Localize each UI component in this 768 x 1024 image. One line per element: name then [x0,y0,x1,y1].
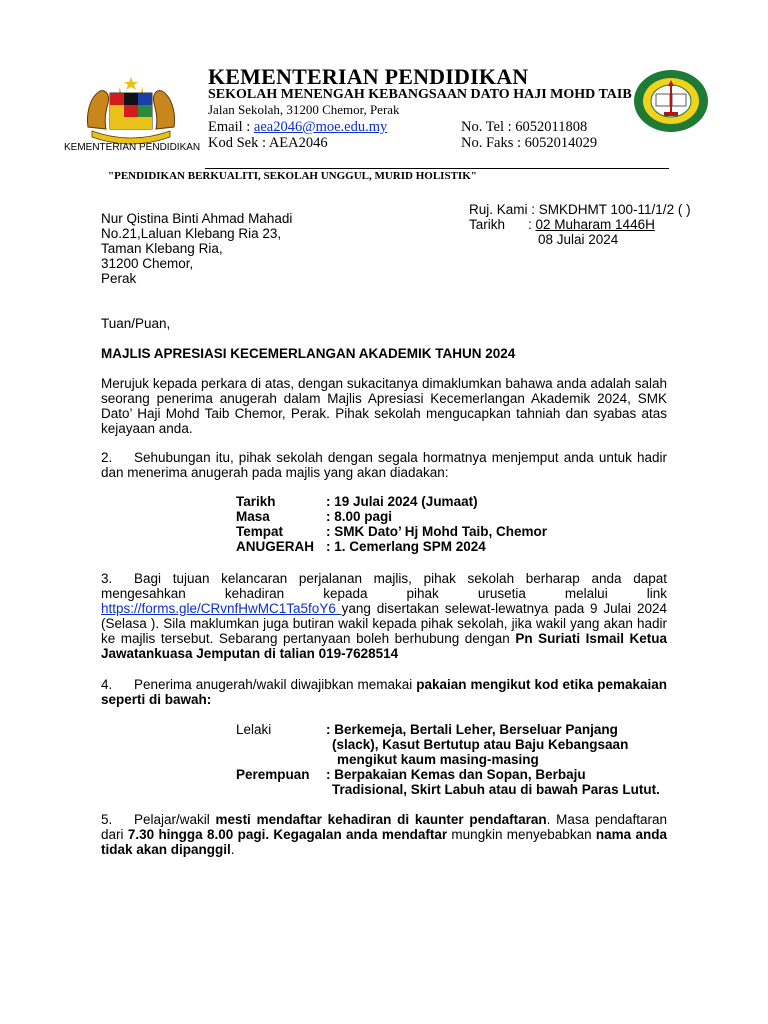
email-link[interactable]: aea2046@moe.edu.my [253,119,388,135]
header-divider [205,168,669,169]
paragraph-number: 5. [101,812,113,827]
paragraph-2-body: Sehubungan itu, pihak sekolah dengan segala hormatnya menjemput anda untuk hadir dan menerima anugerah pada majlis yang akan diadakan: [101,450,667,480]
date-colon: : [528,217,536,232]
detail-value: : 8.00 pagi [326,509,393,524]
tel-number: No. Tel : 6052011808 [461,119,588,135]
gregorian-date: 08 Julai 2024 [538,232,619,247]
salutation: Tuan/Puan, [101,316,171,331]
crest-caption: KEMENTERIAN PENDIDIKAN [64,142,201,153]
recipient-name: Nur Qistina Binti Ahmad Mahadi [101,211,293,226]
paragraph-2 [101,450,667,480]
paragraph-2-text [101,450,667,480]
paragraph-4-body: Penerima anugerah/wakil diwajibkan memakai [134,677,417,692]
recipient-address-line: 31200 Chemor, [101,256,194,271]
ministry-name: KEMENTERIAN PENDIDIKAN [208,64,529,89]
school-motto: "PENDIDIKAN BERKUALITI, SEKOLAH UNGGUL, MURID HOLISTIK" [108,170,477,182]
dress-male-line: (slack), Kasut Bertutup atau Baju Kebangsaan [332,737,629,752]
ministry-crest [84,75,178,147]
registration-requirement: mesti mendaftar kehadiran di kaunter pendaftaran [215,812,547,827]
paragraph-4-text [101,677,667,707]
paragraph-1 [101,376,667,436]
hijri-date [528,217,655,232]
school-name: SEKOLAH MENENGAH KEBANGSAAN DATO HAJI MOHD TAIB [208,87,632,102]
paragraph-3-text [101,571,667,661]
paragraph-5-body: Pelajar/wakil [134,812,216,827]
paragraph-3 [101,571,667,661]
school-code: Kod Sek : AEA2046 [208,135,328,151]
school-logo [632,68,710,134]
dress-label-male: Lelaki [236,722,272,737]
reference-number: Ruj. Kami : SMKDHMT 100-11/1/2 ( ) [469,202,691,217]
email-label: Email : [208,119,254,135]
dress-male-line: : Berkemeja, Bertali Leher, Berseluar Panjang [326,722,618,737]
paragraph-number: 2. [101,450,113,465]
name-not-called-warning: nama anda tidak akan dipanggil [101,827,668,857]
paragraph-5-text [101,812,667,857]
registration-time: 7.30 hingga 8.00 pagi. Kegagalan anda mendaftar [127,827,448,842]
paragraph-4 [101,677,667,707]
paragraph-3-body: Bagi tujuan kelancaran perjalanan majlis, pihak sekolah berharap anda dapat mengesahkan kehadiran kepada pihak urusetia melalui link [101,571,667,601]
paragraph-1-text: Merujuk kepada perkara di atas, dengan sukacitanya dimaklumkan bahawa anda adalah salah seorang penerima anugerah dalam Majlis Apresiasi Kecemerlangan Akademik 2024, SMK Dato’ Haji Mohd Taib Chemor, Perak. Pihak sekolah mengucapkan tahniah dan syabas atas kejayaan anda. [101,376,667,436]
dress-female-line: Tradisional, Skirt Labuh atau di bawah Paras Lutut. [332,782,660,797]
detail-label: Tempat [236,524,284,539]
paragraph-number: 4. [101,677,113,692]
paragraph-5-body: . Masa pendaftaran dari [101,812,668,842]
recipient-address-line: No.21,Laluan Klebang Ria 23, [101,226,282,241]
detail-value: : SMK Dato’ Hj Mohd Taib, Chemor [326,524,547,539]
detail-value: : 19 Julai 2024 (Jumaat) [326,494,478,509]
school-address: Jalan Sekolah, 31200 Chemor, Perak [208,102,400,117]
date-label: Tarikh [469,217,506,232]
detail-label: Masa [236,509,270,524]
paragraph-3-body-cont: yang disertakan selewat-lewatnya pada 9 Julai 2024 (Selasa ). Sila maklumkan juga butiran wakil kepada pihak sekolah, jika wakil yang akan hadir ke majlis tersebut. Sebarang pertanyaan boleh berhubung dengan [101,601,667,646]
hijri-date-value: 02 Muharam 1446H [535,217,655,232]
detail-label: ANUGERAH [236,539,315,554]
recipient-address-line: Perak [101,271,137,286]
contact-person: Pn Suriati Ismail Ketua Jawatankuasa Jemputan di talian 019-7628514 [101,631,667,661]
dress-male-line: mengikut kaum masing-masing [337,752,539,767]
fax-number: No. Faks : 6052014029 [461,135,598,151]
paragraph-number: 3. [101,571,113,586]
dress-code-heading: pakaian mengikut kod etika pemakaian seperti di bawah: [101,677,668,707]
detail-label: Tarikh [236,494,276,509]
detail-value: : 1. Cemerlang SPM 2024 [326,539,486,554]
paragraph-5-body: . [230,842,235,857]
recipient-address-line: Taman Klebang Ria, [101,241,223,256]
dress-female-line: : Berpakaian Kemas dan Sopan, Berbaju [326,767,586,782]
email-line [208,119,387,136]
paragraph-5-body: mungkin menyebabkan [447,827,596,842]
paragraph-5 [101,812,667,857]
dress-label-female: Perempuan [236,767,310,782]
rsvp-form-link[interactable]: https://forms.gle/CRvnfHwMC1Ta5foY6 [101,601,342,616]
letter-subject: MAJLIS APRESIASI KECEMERLANGAN AKADEMIK TAHUN 2024 [101,346,516,361]
